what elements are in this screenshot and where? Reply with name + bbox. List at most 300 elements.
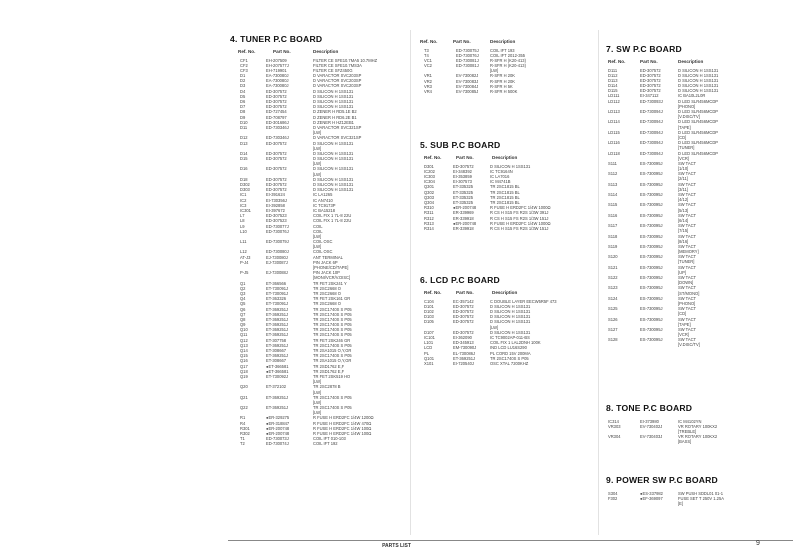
cell-ref: Q20: [240, 384, 248, 390]
cell-description: SW TACT: [678, 254, 697, 260]
cell-part-no: ET-730091J: [266, 301, 289, 307]
header-description: Description: [678, 59, 704, 64]
table-row: [420, 89, 595, 94]
cell-part-no: EI-347112: [640, 93, 659, 99]
cell-part-no: EJ-730080J: [266, 254, 288, 260]
cell-ref: IC202: [424, 168, 435, 174]
cell-description: D ZENER H RD5.1E B2: [313, 109, 357, 115]
cell-description: SW TACT: [678, 171, 697, 177]
cell-part-no: ED-307572: [266, 88, 287, 94]
cell-ref: LD111: [608, 93, 620, 99]
section-title-sw: 7. SW P.C BOARD: [606, 44, 682, 54]
cell-description: TR 2SC2668 O: [313, 301, 341, 307]
table-header: [420, 38, 595, 45]
cell-ref: S127: [608, 326, 618, 332]
cell-part-no: ES-730095J: [640, 326, 663, 332]
cell-description: R-SFR H 20K: [490, 73, 516, 79]
cell-description: [E]: [678, 500, 684, 506]
cell-ref: Q1: [240, 280, 246, 286]
cell-part-no: ES-730095J: [640, 171, 663, 177]
cell-description: D SILICON H 1SS131: [313, 187, 354, 193]
cell-part-no: ES-730095J: [640, 243, 663, 249]
cell-ref: D5: [240, 93, 246, 99]
cell-ref: R301: [240, 425, 250, 431]
cell-description: [VCR]: [678, 332, 689, 338]
cell-description: SW TACT: [678, 264, 697, 270]
cell-description: SW TACT: [678, 306, 697, 312]
cell-ref: D103: [424, 314, 434, 320]
cell-ref: IC314: [608, 418, 619, 424]
cell-ref: C104: [424, 298, 434, 304]
cell-ref: Q4: [240, 296, 246, 302]
cell-ref: D13: [240, 140, 248, 146]
table-header: [230, 48, 405, 55]
cell-part-no: ES-730095J: [640, 254, 663, 260]
parts-table-tuner: [230, 58, 405, 447]
table-row: [420, 226, 595, 231]
cell-description: [TUNER]: [678, 145, 695, 151]
cell-ref: VR3: [424, 83, 432, 89]
parts-table-lcd: [420, 299, 595, 366]
cell-description: D SILICON H 1SS131: [678, 83, 719, 89]
cell-part-no: ED-307572: [640, 77, 661, 83]
cell-description: R-SFR H 20K: [490, 78, 516, 84]
cell-description: R FUSE H ERD2FC 1/4W 1000Ω: [490, 205, 551, 211]
cell-description: TR 2SD1762 E,F: [313, 363, 345, 369]
cell-ref: IC3: [240, 202, 247, 208]
cell-part-no: ES-730095J: [640, 316, 663, 322]
cell-description: TR 2SC2878 B: [313, 384, 341, 390]
cell-part-no: ES-730095J: [640, 264, 663, 270]
cell-part-no: ES-730095J: [640, 233, 663, 239]
table-row: [230, 441, 405, 446]
cell-part-no: ●ER-318847: [266, 420, 290, 426]
cell-description: [3/11]: [678, 186, 688, 192]
cell-part-no: ET-372102: [266, 384, 287, 390]
cell-description: R-SFR H 500K: [490, 89, 518, 94]
cell-part-no: EI-392858: [266, 202, 285, 208]
cell-part-no: ES-730095J: [640, 337, 663, 343]
cell-ref: Q18: [240, 368, 248, 374]
cell-description: [TREBLE]: [678, 429, 697, 434]
cell-description: SW TACT: [678, 337, 697, 343]
cell-part-no: ES-730095J: [640, 306, 663, 312]
cell-part-no: ED-307572: [640, 67, 661, 73]
cell-part-no: ED-730094J: [640, 150, 663, 156]
cell-description: COIL FIX 1 7L-8 22U: [313, 218, 352, 224]
cell-ref: S113: [608, 181, 618, 187]
cell-ref: D102: [424, 309, 434, 314]
cell-ref: T4: [424, 52, 429, 58]
cell-description: COIL: [313, 228, 323, 234]
cell-part-no: EC-357142: [453, 298, 474, 304]
cell-ref: S111: [608, 160, 617, 166]
parts-table-tuner-continued: [420, 48, 595, 95]
cell-part-no: ED-307572: [266, 93, 287, 99]
cell-description: D LED SLR456MCDP: [678, 140, 719, 146]
cell-description: FILTER CE SFZ450G: [313, 67, 353, 73]
cell-ref: D4: [240, 88, 246, 94]
cell-part-no: ET-335325: [453, 200, 474, 205]
cell-ref: S126: [608, 316, 618, 322]
header-description: Description: [313, 49, 339, 54]
cell-part-no: EV-730082J: [456, 73, 479, 79]
cell-ref: Q5: [240, 301, 246, 307]
cell-ref: L11: [240, 239, 247, 245]
cell-ref: R314: [424, 225, 434, 231]
cell-part-no: EV-730085J: [456, 89, 479, 94]
cell-ref: D9: [240, 114, 246, 120]
cell-description: [V.DISC/TV]: [678, 114, 700, 120]
cell-description: SW TACT: [678, 160, 697, 166]
cell-ref: D113: [608, 77, 618, 83]
cell-part-no: ED-730076J: [456, 52, 479, 58]
cell-ref: D1: [240, 73, 246, 79]
cell-part-no: EI-373980: [640, 418, 659, 424]
cell-description: SW TACT: [678, 295, 697, 301]
cell-ref: R312: [424, 215, 434, 221]
cell-description: R FUSE H ERD2FC 1/4W 100Ω: [313, 431, 372, 436]
cell-ref: T2: [240, 441, 245, 447]
cell-ref: D10: [240, 119, 248, 125]
cell-ref: L12: [240, 249, 247, 255]
cell-description: [6/14]: [678, 217, 689, 223]
cell-part-no: ED-307572: [453, 303, 474, 309]
cell-part-no: EV-730083J: [456, 78, 479, 84]
cell-ref: L7: [240, 213, 245, 219]
cell-ref: D301: [424, 163, 434, 169]
cell-description: D SILICON H 1SS131: [313, 166, 354, 172]
cell-part-no: ●ER-200748: [453, 205, 477, 211]
cell-description: IC M4741B: [490, 179, 511, 185]
cell-description: D ZENER H RD6.2E B1: [313, 114, 357, 120]
cell-description: D LED SLR456MCDP: [678, 98, 719, 104]
cell-description: R FUSE H ERD2FC 1/4W 1200Ω: [313, 415, 374, 421]
table-header: [606, 58, 786, 65]
cell-part-no: ED-730077J: [266, 223, 289, 229]
cell-part-no: ES-730095J: [640, 275, 663, 280]
cell-description: IC AN7410: [313, 197, 333, 203]
parts-table-power-sw: [606, 491, 786, 507]
cell-description: [8/16]: [678, 238, 689, 244]
cell-part-no: EA-730080J: [266, 78, 289, 84]
cell-description: TR 2SA1015 O,Y,GR: [313, 358, 352, 364]
cell-description: C DOUBLE LAYER EECW5R5F 473: [490, 298, 557, 304]
cell-ref: Q6: [240, 306, 246, 312]
cell-part-no: EH-207509: [266, 57, 287, 63]
cell-description: [PHONO]: [678, 300, 696, 306]
cell-part-no: EJ-730087J: [266, 259, 288, 265]
header-part: Part No.: [273, 49, 291, 54]
column-right: [606, 44, 786, 506]
cell-part-no: ET-369251J: [453, 355, 476, 361]
cell-description: COIL OSC: [313, 249, 333, 255]
cell-ref: Q16: [240, 358, 248, 364]
cell-ref: D101: [424, 303, 434, 309]
section-title-power-sw: 9. POWER SW P.C BOARD: [606, 474, 718, 485]
cell-description: TR FET 2SK519 HO: [313, 373, 351, 379]
cell-description: COIL IFT 193: [490, 47, 515, 53]
footer-rule: [228, 540, 793, 541]
cell-ref: IC2: [240, 197, 247, 203]
cell-part-no: ET-308667: [266, 348, 287, 353]
cell-part-no: ED-307572: [453, 319, 474, 325]
cell-description: [CD]: [678, 311, 687, 317]
cell-description: [LW]: [313, 399, 322, 405]
cell-description: [PHONE/CD/TAPE]: [313, 265, 349, 270]
cell-ref: Q21: [240, 394, 248, 400]
header-description: Description: [490, 39, 516, 44]
cell-ref: IC301: [240, 207, 251, 213]
section-title-tone: 8. TONE P.C BOARD: [606, 402, 693, 413]
cell-part-no: ED-307572: [266, 187, 287, 193]
cell-ref: Q301: [424, 184, 435, 190]
cell-part-no: ER-339969: [453, 210, 474, 216]
cell-description: TR FET 2SK241 Y: [313, 280, 347, 286]
cell-description: D SILICON H 1SS131: [490, 329, 531, 335]
cell-ref: R313: [424, 220, 434, 226]
cell-ref: CF3: [240, 67, 248, 73]
cell-part-no: ED-730081J: [456, 57, 479, 63]
cell-description: D SILICON H 1SS131: [313, 104, 354, 110]
cell-description: R-SFR H (K20-413): [490, 63, 526, 69]
cell-ref: R310: [424, 205, 434, 211]
cell-description: D VARACTOR SVC203SP: [313, 83, 362, 89]
cell-ref: Q304: [424, 200, 435, 205]
cell-part-no: ED-345913: [453, 340, 474, 346]
cell-ref: D112: [608, 72, 618, 78]
cell-ref: Q17: [240, 363, 248, 369]
cell-description: TR 2SC1740S S P05: [490, 355, 529, 361]
cell-part-no: ET-369251J: [266, 342, 289, 348]
table-row: [606, 439, 786, 444]
parts-table-sw: [606, 68, 786, 348]
cell-description: PL CORD 15V 200MA: [490, 350, 531, 356]
cell-part-no: EI-720540J: [453, 360, 474, 366]
header-ref: Ref. No.: [238, 49, 256, 54]
cell-description: D SILICON H 1SS131: [490, 303, 531, 309]
header-ref: Ref. No.: [424, 290, 442, 296]
cell-ref: P-J4: [240, 259, 249, 265]
header-description: Description: [492, 155, 518, 161]
cell-ref: D2: [240, 78, 246, 84]
cell-description: IC LA7016: [490, 174, 510, 180]
page-number: 9: [756, 540, 760, 547]
cell-description: [TAPE]: [678, 321, 691, 327]
cell-description: ANT TERMINAL: [313, 254, 343, 260]
header-part: Part No.: [456, 290, 474, 296]
cell-description: SW TACT: [678, 326, 697, 332]
cell-part-no: ED-727454: [266, 109, 287, 115]
cell-description: [ST/MONO]: [678, 290, 700, 296]
cell-ref: VC2: [424, 63, 432, 69]
cell-part-no: ET-730091J: [266, 285, 289, 291]
cell-part-no: EM-730090J: [453, 345, 477, 351]
cell-part-no: EH-719901: [266, 67, 287, 73]
cell-description: SW TACT: [678, 233, 697, 239]
cell-description: [LW]: [313, 244, 322, 250]
cell-description: TR 2SC1815 BL: [490, 200, 520, 205]
cell-description: [TUNER]: [678, 259, 695, 265]
cell-part-no: ED-307572: [266, 99, 287, 104]
cell-description: [LW]: [313, 389, 322, 395]
cell-part-no: ●ER-200748: [266, 431, 290, 436]
cell-description: SW TACT: [678, 316, 697, 322]
cell-description: D LED SLR456MCDP: [678, 129, 719, 135]
cell-description: TR 2SC1815 BL: [490, 194, 520, 200]
cell-description: [MONI/VCR/V.DISC]: [313, 275, 351, 281]
cell-description: D SILICON H 1SS131: [313, 99, 354, 104]
cell-description: [VCR]: [678, 155, 689, 161]
cell-ref: Q303: [424, 194, 435, 200]
cell-part-no: EI-307573: [453, 179, 472, 185]
cell-part-no: ET-369251J: [266, 322, 289, 328]
cell-part-no: ED-307572: [266, 182, 287, 187]
cell-description: D LED SLR456MCDP: [678, 109, 719, 114]
cell-description: D SILICON H 1SS131: [313, 88, 354, 94]
cell-description: [CD]: [678, 134, 687, 140]
cell-part-no: ●ET-366581: [266, 368, 289, 374]
cell-part-no: EV-730402J: [640, 423, 663, 429]
column-divider: [410, 30, 411, 535]
cell-part-no: ET-369251J: [266, 311, 289, 317]
cell-description: TR FET 2SK161 GR: [313, 296, 351, 302]
cell-ref: AT-J3: [240, 254, 251, 260]
cell-part-no: ED-730094J: [640, 119, 663, 125]
cell-ref: F302: [608, 495, 618, 501]
cell-part-no: ●ER-200748: [453, 220, 477, 226]
cell-description: TR 2SC1740S S P05: [313, 311, 352, 317]
cell-part-no: ED-730079J: [266, 239, 289, 245]
cell-description: TR 2SA1015 O,Y,GR: [313, 348, 352, 353]
cell-part-no: ET-335325: [453, 194, 474, 200]
cell-ref: Q13: [240, 342, 248, 348]
cell-ref: S304: [608, 490, 618, 496]
cell-part-no: ED-307572: [453, 314, 474, 320]
cell-ref: T3: [424, 47, 429, 53]
cell-description: SW TACT: [678, 181, 697, 187]
cell-description: [2/11]: [678, 176, 688, 182]
cell-description: IND LCD LU16S290: [490, 345, 527, 351]
cell-ref: S120: [608, 254, 618, 260]
cell-part-no: EJ-730088J: [266, 270, 288, 276]
cell-part-no: ES-730095J: [640, 212, 663, 218]
cell-description: D SILICON H 1SS131: [313, 176, 354, 182]
cell-ref: X101: [424, 360, 434, 366]
cell-ref: D3: [240, 83, 246, 89]
cell-description: TR 2SC1740S S P05: [313, 332, 352, 338]
cell-ref: LD113: [608, 109, 620, 114]
cell-description: [BASS]: [678, 439, 692, 445]
cell-description: [LW]: [313, 233, 322, 239]
cell-description: R CS H S15 FS R2S 1/3W 151J: [490, 215, 549, 221]
cell-ref: D302: [240, 182, 250, 187]
cell-description: [LW]: [313, 379, 322, 385]
cell-ref: Q302: [424, 189, 435, 195]
cell-part-no: EA-730080J: [266, 73, 289, 79]
cell-part-no: ES-730095J: [640, 192, 663, 197]
cell-description: [TAPE]: [678, 124, 691, 130]
cell-part-no: ED-730346J: [266, 124, 289, 130]
cell-part-no: ED-708797: [266, 114, 287, 120]
cell-ref: CF2: [240, 62, 248, 68]
cell-ref: Q2: [240, 285, 246, 291]
cell-description: IC BA10L2L0R: [678, 93, 706, 99]
cell-ref: S117: [608, 223, 618, 229]
cell-description: PIN JACK 10P: [313, 270, 340, 276]
cell-part-no: ED-307572: [453, 163, 474, 169]
header-ref: Ref. No.: [608, 59, 626, 64]
cell-ref: Q10: [240, 327, 248, 333]
cell-ref: Q14: [240, 348, 248, 353]
cell-ref: IC101: [424, 334, 435, 340]
cell-part-no: ●ER-329275: [266, 415, 290, 421]
cell-description: D SILICON H 1SS131: [490, 314, 531, 320]
cell-ref: LD114: [608, 119, 620, 125]
cell-part-no: ED-730081J: [456, 63, 479, 69]
cell-part-no: ET-369251J: [266, 306, 289, 312]
cell-ref: VR1: [424, 73, 432, 79]
cell-part-no: EI-353859: [453, 174, 472, 180]
cell-description: [LW]: [490, 68, 499, 74]
cell-part-no: ED-730346J: [266, 135, 289, 141]
cell-part-no: ET-307758: [266, 337, 287, 343]
cell-description: D SILICON H 1SS131: [490, 319, 531, 325]
cell-description: OSC XTAL 7200KHZ: [490, 360, 529, 366]
cell-description: D SILICON H 1SS131: [678, 72, 719, 78]
cell-part-no: ES-730095J: [640, 160, 663, 166]
cell-part-no: ET-369251J: [266, 332, 289, 338]
cell-part-no: ED-730080J: [266, 249, 289, 255]
cell-ref: R4: [240, 420, 246, 426]
cell-ref: L8: [240, 218, 245, 224]
cell-description: TR 2SC1740S S P05: [313, 327, 352, 333]
cell-ref: L101: [424, 340, 434, 346]
table-row: [606, 501, 786, 506]
cell-description: R FUSE H ERD2FC 1/4W 470Ω: [313, 420, 372, 426]
cell-description: D SILICON H 1SS131: [678, 67, 719, 73]
cell-part-no: ET-335325: [453, 184, 474, 190]
cell-part-no: ED-307572: [266, 104, 287, 110]
cell-part-no: ED-307572: [266, 150, 287, 156]
cell-description: TR 2SC1740S S P05: [313, 322, 352, 328]
parts-table-tone: [606, 419, 786, 445]
section-title-tuner: 4. TUNER P.C BOARD: [230, 34, 323, 44]
cell-part-no: ED-307572: [453, 329, 474, 335]
cell-part-no: EI-362090: [453, 334, 472, 340]
cell-part-no: EI-397672: [266, 207, 285, 213]
cell-ref: D12: [240, 135, 248, 141]
cell-description: [UP]: [678, 269, 686, 275]
cell-ref: Q12: [240, 337, 248, 343]
cell-description: TR 2SC1815 BL: [490, 189, 520, 195]
cell-ref: IC303: [424, 174, 435, 180]
cell-description: COIL IFT 2012-355: [490, 52, 526, 58]
cell-description: D SILICON H 1SS131: [313, 156, 354, 162]
cell-part-no: ED-730076J: [266, 228, 289, 234]
cell-description: [V.DISC/TV]: [678, 342, 700, 348]
cell-description: TR 2SC1740S S P05: [313, 342, 352, 348]
section-title-lcd: 6. LCD P.C BOARD: [420, 275, 500, 286]
cell-ref: VR4: [424, 89, 432, 94]
cell-description: D SILICON H 1SS131: [313, 93, 354, 99]
cell-ref: D7: [240, 104, 246, 110]
cell-part-no: ET-369251J: [266, 394, 289, 400]
cell-description: [LW]: [313, 161, 322, 167]
cell-ref: D114: [608, 83, 618, 89]
cell-part-no: ET-363326: [266, 296, 287, 302]
header-ref: Ref. No.: [424, 155, 442, 161]
